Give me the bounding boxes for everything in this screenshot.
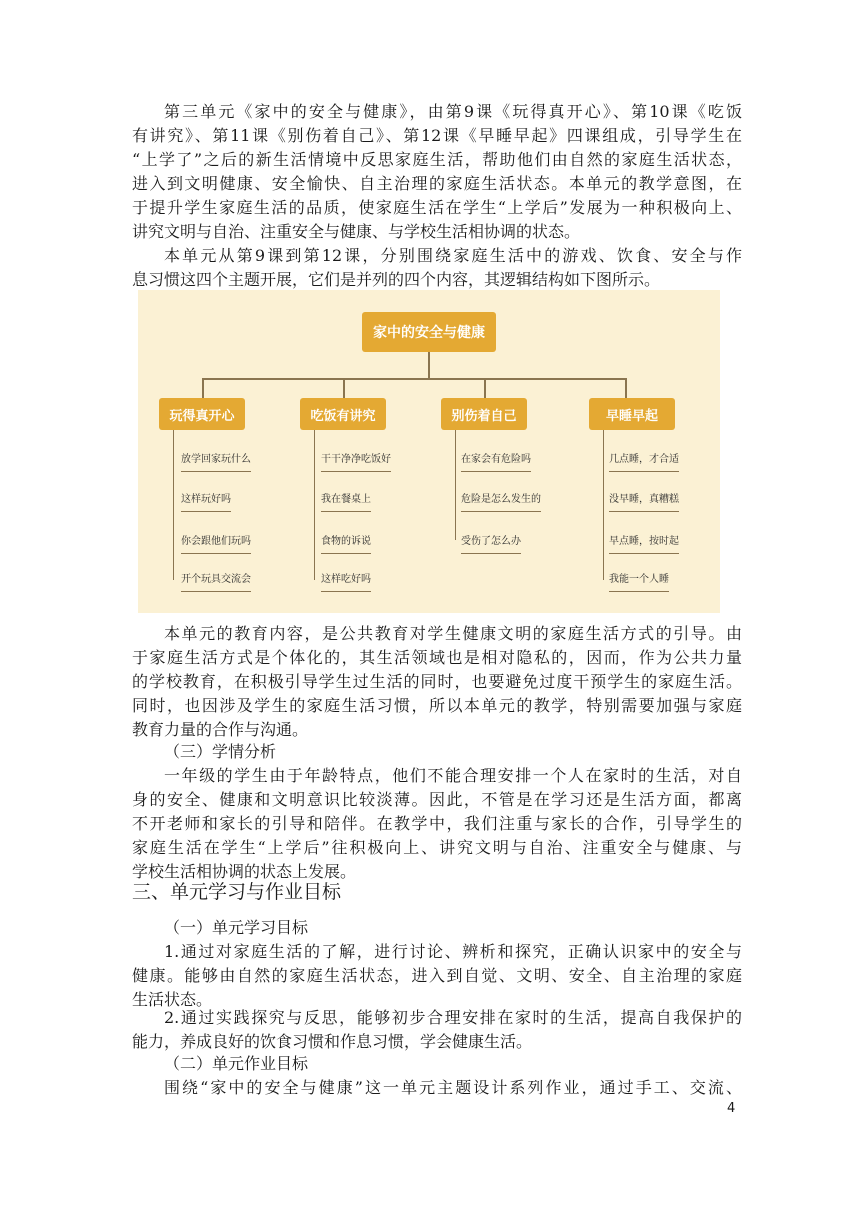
para1-line: 进入到文明健康、安全愉快、自主治理的家庭生活状态。本单元的教学意图，在	[132, 174, 742, 193]
category-stem	[314, 430, 315, 580]
category-item: 食物的诉说	[321, 533, 371, 554]
category-item: 干干净净吃饭好	[321, 451, 391, 472]
page-number: 4	[727, 1101, 736, 1116]
goal2-line: 2.通过实践探究与反思，能够初步合理安排在家时的生活，提高自我保护的	[164, 1008, 742, 1027]
category-item: 早点睡，按时起	[609, 533, 679, 554]
subheading-student-analysis: （三）学情分析	[164, 742, 277, 761]
para5-line: 围绕“家中的安全与健康”这一单元主题设计系列作业，通过手工、交流、	[164, 1078, 742, 1097]
para1-line: 于提升学生家庭生活的品质，使家庭生活在学生“上学后”发展为一种积极向上、	[132, 198, 742, 217]
category-item: 我能一个人睡	[609, 571, 669, 592]
para4-line: 不开老师和家长的引导和陪伴。在教学中，我们注重与家长的合作，引导学生的	[132, 814, 742, 833]
category-item: 几点睡，才合适	[609, 451, 679, 472]
para4-line: 身的安全、健康和文明意识比较淡薄。因此，不管是在学习还是生活方面，都离	[132, 790, 742, 809]
para1-line: 第三单元《家中的安全与健康》，由第9课《玩得真开心》、第10课《吃饭	[164, 102, 742, 121]
category-stem	[173, 430, 174, 580]
para4-line: 一年级的学生由于年龄特点，他们不能合理安排一个人在家时的生活，对自	[164, 766, 742, 785]
category-item: 你会跟他们玩吗	[181, 533, 251, 554]
category-item: 受伤了怎么办	[461, 533, 521, 554]
category-item: 放学回家玩什么	[181, 451, 251, 472]
para3-line: 的学校教育，在积极引导学生过生活的同时，也要避免过度干预学生的家庭生活。	[132, 672, 742, 691]
structure-diagram	[138, 290, 720, 613]
para1-line: 讲究文明与自治、注重安全与健康、与学校生活相协调的状态。	[132, 222, 581, 241]
category-box-safety: 别伤着自己	[441, 398, 527, 430]
para4-line: 学校生活相协调的状态上发展。	[132, 862, 357, 881]
goal1-line: 健康。能够由自然的家庭生活状态，进入到自觉、文明、安全、自主治理的家庭	[132, 966, 742, 985]
horizontal-connector	[202, 378, 626, 380]
goal1-line: 生活状态。	[132, 990, 213, 1009]
category-stem	[455, 430, 456, 540]
category-item: 这样吃好吗	[321, 571, 371, 592]
para3-line: 本单元的教育内容，是公共教育对学生健康文明的家庭生活方式的引导。由	[164, 624, 742, 643]
category-box-sleep: 早睡早起	[589, 398, 675, 430]
para4-line: 家庭生活在学生“上学后”往积极向上、讲究文明与自治、注重安全与健康、与	[132, 838, 742, 857]
category-connector	[484, 378, 486, 398]
para1-line: 有讲究》、第11课《别伤着自己》、第12课《早睡早起》四课组成，引导学生在	[132, 126, 742, 145]
category-stem	[603, 430, 604, 580]
category-box-play: 玩得真开心	[159, 398, 245, 430]
category-item: 开个玩具交流会	[181, 571, 251, 592]
para3-line: 于家庭生活方式是个体化的，其生活领域也是相对隐私的，因而，作为公共力量	[132, 648, 742, 667]
para2-line: 息习惯这四个主题开展，它们是并列的四个内容，其逻辑结构如下图所示。	[132, 270, 661, 289]
para3-line: 教育力量的合作与沟通。	[132, 720, 309, 739]
category-item: 危险是怎么发生的	[461, 491, 541, 512]
category-connector	[625, 378, 627, 398]
subheading-homework-goals: （二）单元作业目标	[164, 1054, 309, 1073]
para1-line: “上学了”之后的新生活情境中反思家庭生活，帮助他们由自然的家庭生活状态，	[132, 150, 742, 169]
goal1-line: 1.通过对家庭生活的了解，进行讨论、辨析和探究，正确认识家中的安全与	[164, 942, 742, 961]
category-connector	[343, 378, 345, 398]
goal2-line: 能力，养成良好的饮食习惯和作息习惯，学会健康生活。	[132, 1032, 533, 1051]
category-item: 在家会有危险吗	[461, 451, 531, 472]
section-heading: 三、单元学习与作业目标	[132, 881, 342, 903]
category-item: 没早睡，真糟糕	[609, 491, 679, 512]
category-box-eating: 吃饭有讲究	[300, 398, 386, 430]
para3-line: 同时，也因涉及学生的家庭生活习惯，所以本单元的教学，特别需要加强与家庭	[132, 696, 742, 715]
category-connector	[202, 378, 204, 398]
diagram-root-box: 家中的安全与健康	[362, 312, 496, 352]
root-connector	[428, 352, 430, 378]
category-item: 这样玩好吗	[181, 491, 231, 512]
para2-line: 本单元从第9课到第12课，分别围绕家庭生活中的游戏、饮食、安全与作	[164, 246, 742, 265]
subheading-study-goals: （一）单元学习目标	[164, 918, 309, 937]
category-item: 我在餐桌上	[321, 491, 371, 512]
